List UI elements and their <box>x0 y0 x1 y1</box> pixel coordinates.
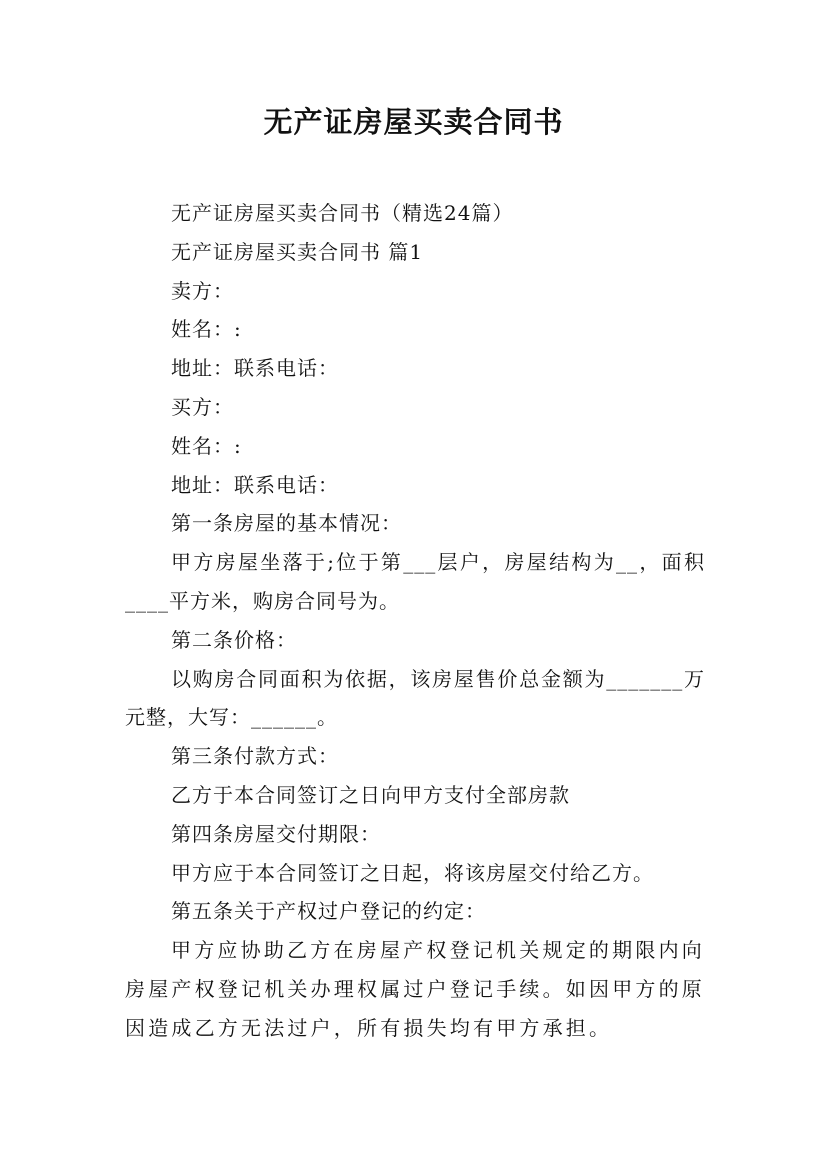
paragraph-article-3-heading: 第三条付款方式： <box>171 744 339 769</box>
document-title: 无产证房屋买卖合同书 <box>263 105 564 139</box>
paragraph-buyer-name: 姓名：: <box>171 433 242 458</box>
paragraph-seller-label: 卖方： <box>171 278 234 303</box>
paragraph-article-1-text: 甲方房屋坐落于;位于第___层户，房屋结构为__，面积____平方米，购房合同号为。 <box>125 550 705 613</box>
paragraph-article-2-text: 以购房合同面积为依据，该房屋售价总金额为_______万元整，大写：______。 <box>125 666 705 730</box>
paragraph-subtitle: 无产证房屋买卖合同书（精选24篇） <box>171 201 514 225</box>
paragraph-article-5-heading: 第五条关于产权过户登记的约定： <box>171 899 486 924</box>
paragraph-article-2-heading: 第二条价格： <box>171 627 297 652</box>
paragraph-article-5-text: 甲方应协助乙方在房屋产权登记机关规定的期限内向房屋产权登记机关办理权属过户登记手续。如因甲方的原因造成乙方无法过户，所有损失均有甲方承担。 <box>125 938 705 1040</box>
paragraph-article-4-text: 甲方应于本合同签订之日起，将该房屋交付给乙方。 <box>171 860 654 885</box>
paragraph-buyer-address: 地址：联系电话： <box>171 472 339 497</box>
paragraph-article-1-heading: 第一条房屋的基本情况： <box>171 511 402 536</box>
document-body <box>125 194 705 1048</box>
paragraph-section-heading: 无产证房屋买卖合同书 篇1 <box>171 239 424 264</box>
paragraph-seller-name: 姓名：: <box>171 317 242 342</box>
paragraph-seller-address: 地址：联系电话： <box>171 356 339 381</box>
paragraph-article-4-heading: 第四条房屋交付期限： <box>171 821 381 846</box>
paragraph-buyer-label: 买方： <box>171 394 234 419</box>
paragraph-article-3-text: 乙方于本合同签订之日向甲方支付全部房款 <box>171 782 570 807</box>
